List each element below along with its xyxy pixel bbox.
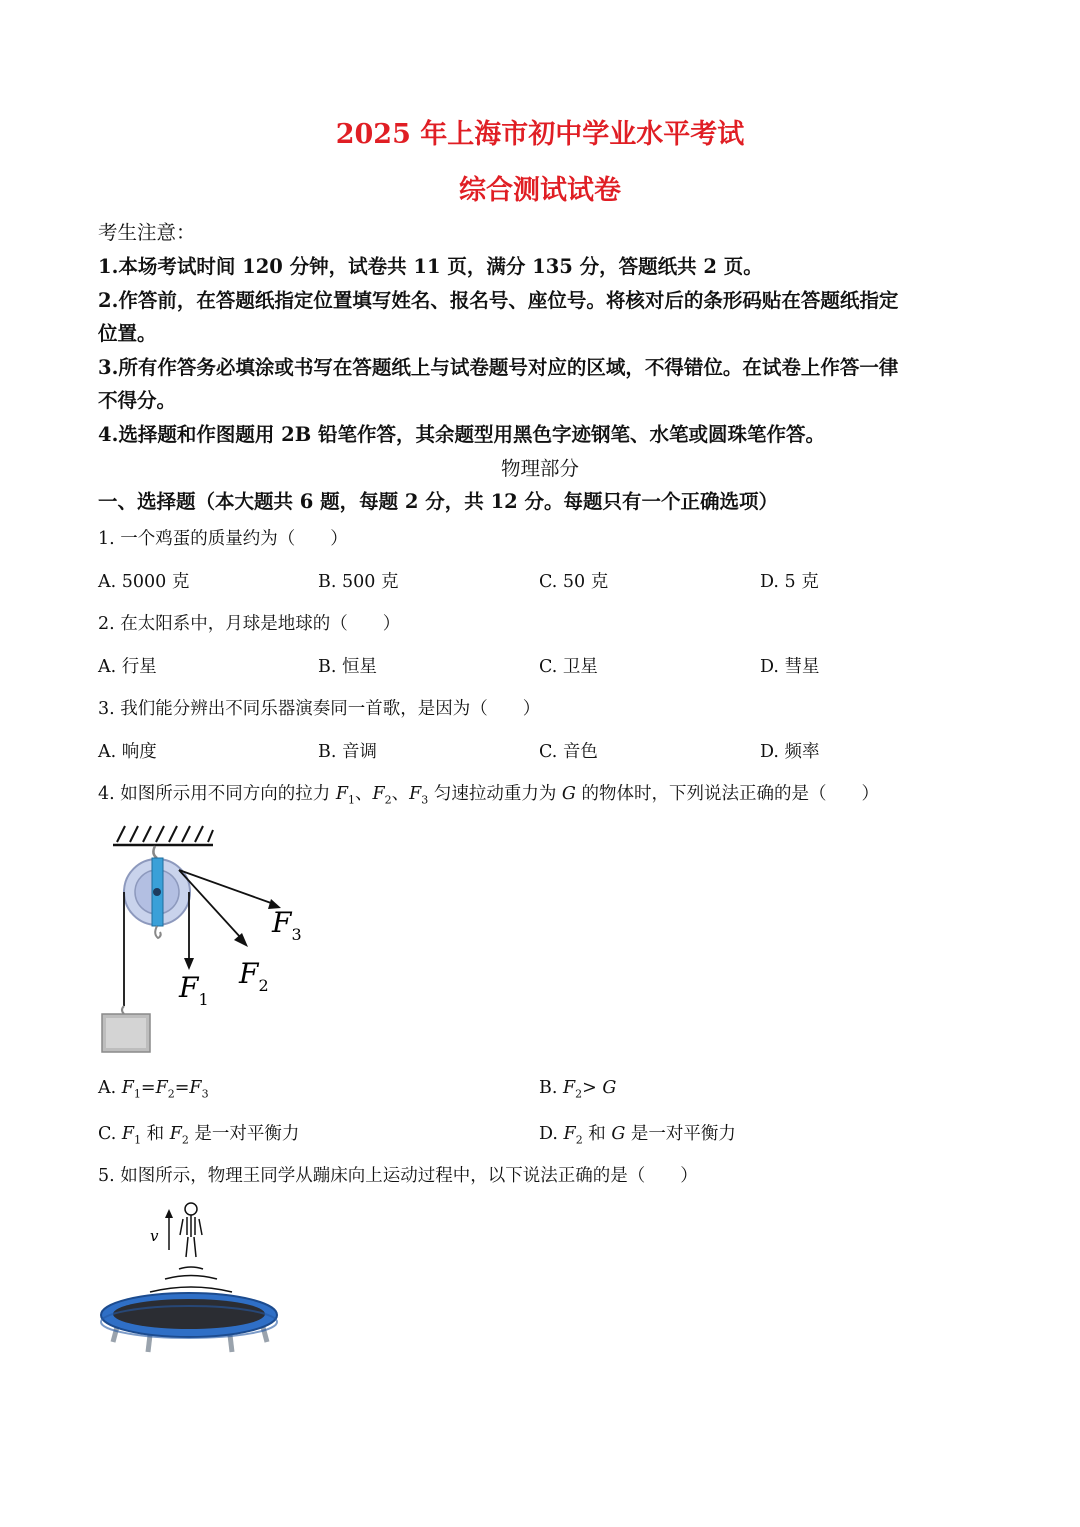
trampoline-figure xyxy=(95,1195,285,1360)
question-4-option-c[interactable]: C. $F_1$ 和 $F_2$ 是一对平衡力 xyxy=(98,1124,300,1147)
notice-heading: 考生注意： xyxy=(98,221,196,244)
ceiling xyxy=(113,826,213,845)
section-part-title: 物理部分 xyxy=(500,457,579,480)
force-label-f1: $F_1$ xyxy=(179,971,209,1009)
question-3-option-a[interactable]: A. 响度 xyxy=(98,742,157,762)
question-2-option-c[interactable]: C. 卫星 xyxy=(539,657,598,677)
student-figure xyxy=(180,1203,202,1257)
question-3-option-c[interactable]: C. 音色 xyxy=(539,742,598,762)
pulley-figure xyxy=(95,820,315,1060)
question-4-option-a[interactable]: A. $F_1=F_2=F_3$ xyxy=(98,1078,209,1101)
question-4-stem: 4. 如图所示用不同方向的拉力 $F_1$、$F_2$、$F_3$ 匀速拉动重力为 G 的物体时，下列说法正确的是（ ） xyxy=(98,784,879,807)
notice-item-3: 3.所有作答务必填涂或书写在答题纸上与试卷题号对应的区域，不得错位。在试卷上作答一律 xyxy=(98,356,899,379)
question-3-option-b[interactable]: B. 音调 xyxy=(318,742,377,762)
velocity-arrow-icon xyxy=(165,1209,173,1250)
notice-item-1: 1.本场考试时间 120 分钟，试卷共 11 页，满分 135 分，答题纸共 2 页。 xyxy=(98,255,763,278)
question-2-option-d[interactable]: D. 彗星 xyxy=(760,657,820,677)
notice-item-3-cont: 不得分。 xyxy=(98,389,177,412)
notice-item-4: 4.选择题和作图题用 2B 铅笔作答，其余题型用黑色字迹钢笔、水笔或圆珠笔作答。 xyxy=(98,423,825,446)
question-1-option-c[interactable]: C. 50 克 xyxy=(539,572,609,592)
question-4-option-b[interactable]: B. $F_2> G$ xyxy=(539,1078,617,1101)
question-5-stem: 5. 如图所示，物理王同学从蹦床向上运动过程中，以下说法正确的是（ ） xyxy=(98,1166,698,1186)
question-3-option-d[interactable]: D. 频率 xyxy=(760,742,820,762)
question-2-stem: 2. 在太阳系中，月球是地球的（ ） xyxy=(98,614,401,634)
trampoline xyxy=(101,1293,277,1352)
question-4-option-d[interactable]: D. $F_2$ 和 G 是一对平衡力 xyxy=(539,1124,736,1147)
notice-item-2-cont: 位置。 xyxy=(98,322,157,345)
exam-subtitle: 综合测试试卷 xyxy=(459,175,621,206)
question-1-option-b[interactable]: B. 500 克 xyxy=(318,572,399,592)
weight-block xyxy=(102,1014,150,1052)
section-heading: 一、选择题（本大题共 6 题，每题 2 分，共 12 分。每题只有一个正确选项） xyxy=(98,490,779,513)
question-1-option-d[interactable]: D. 5 克 xyxy=(760,572,819,592)
force-label-f2: $F_2$ xyxy=(239,957,269,995)
force-label-f3: $F_3$ xyxy=(272,906,302,944)
question-1-stem: 1. 一个鸡蛋的质量约为（ ） xyxy=(98,529,348,549)
exam-title: 2025 年上海市初中学业水平考试 xyxy=(335,119,745,150)
question-2-option-a[interactable]: A. 行星 xyxy=(98,657,157,677)
question-2-option-b[interactable]: B. 恒星 xyxy=(318,657,377,677)
question-1-option-a[interactable]: A. 5000 克 xyxy=(98,572,190,592)
velocity-label: v xyxy=(150,1227,159,1245)
notice-item-2: 2.作答前，在答题纸指定位置填写姓名、报名号、座位号。将核对后的条形码贴在答题纸指定 xyxy=(98,289,899,312)
question-3-stem: 3. 我们能分辨出不同乐器演奏同一首歌，是因为（ ） xyxy=(98,699,541,719)
